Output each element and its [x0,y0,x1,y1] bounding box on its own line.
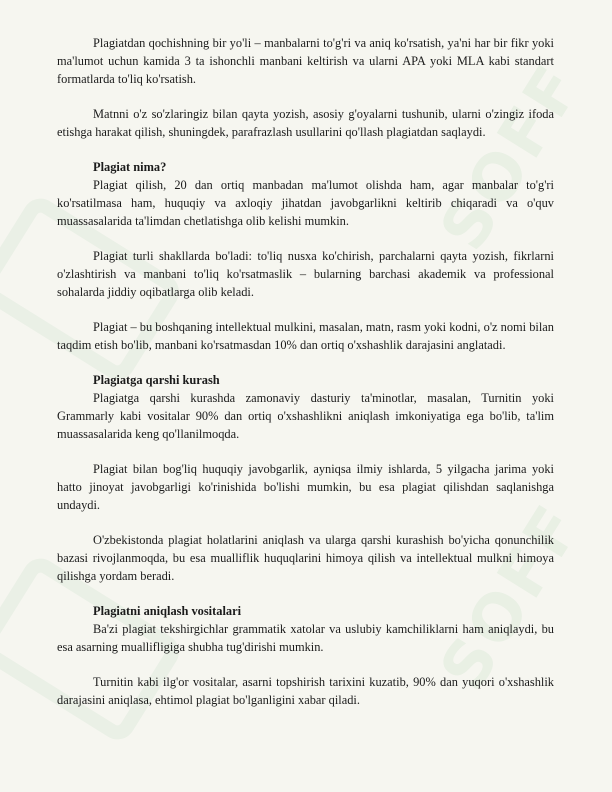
section-plagiat-nima [57,158,554,230]
paragraph: Plagiat – bu boshqaning intellektual mulkini, masalan, matn, rasm yoki kodni, o'z nomi bilan taqdim etish bo'lib, manbani ko'rsatmasdan 10% dan ortiq o'xshashlik darajasini anglatadi. [57,320,554,352]
section-heading: Plagiat nima? [93,160,167,174]
paragraph: Plagiatdan qochishning bir yo'li – manbalarni to'g'ri va aniq ko'rsatish, ya'ni har bir fikr yoki ma'lumot uchun kamida 3 ta ishonchli manbani keltirish va ularni APA yoki MLA kabi standart formatlarda to'liq ko'rsatish. [57,36,554,86]
paragraph: Ba'zi plagiat tekshirgichlar grammatik xatolar va uslubiy kamchiliklarni ham aniqlaydi, bu esa asarning muallifligiga shubha tug'dirishi mumkin. [57,622,554,654]
paragraph: Plagiat qilish, 20 dan ortiq manbadan ma'lumot olishda ham, agar manbalar to'g'ri ko'rsatilmasa ham, huquqiy va axloqiy jihatdan javobgarlikni keltirib chiqaradi va o'quv muassasalarida ta'limdan chetlatishga olib kelishi mumkin. [57,178,554,228]
section-heading: Plagiatga qarshi kurash [93,373,220,387]
paragraph: Matnni o'z so'zlaringiz bilan qayta yozish, asosiy g'oyalarni tushunib, ularni o'zingiz ifoda etishga harakat qilish, shuningdek, parafrazlash usullarini qo'llash plagiatdan saqlaydi. [57,107,554,139]
paragraph: Plagiat turli shakllarda bo'ladi: to'liq nusxa ko'chirish, parchalarni qayta yozish, fikrlarni o'zlashtirish va manbani to'liq ko'rsatmaslik – bularning barchasi akademik va professional sohalarda jiddiy oqibatlarga olib keladi. [57,249,554,299]
paragraph: Plagiat bilan bog'liq huquqiy javobgarlik, ayniqsa ilmiy ishlarda, 5 yilgacha jarima yoki hatto jinoyat javobgarligi ko'rinishida bo'lishi mumkin, bu esa plagiat qilishdan saqlanishga undaydi. [57,462,554,512]
paragraph: Plagiatga qarshi kurashda zamonaviy dasturiy ta'minotlar, masalan, Turnitin yoki Grammarly kabi vositalar 90% dan ortiq o'xshashlikni aniqlash imkoniyatiga ega bo'lib, ta'lim muassasalarida keng qo'llanilmoqda. [57,391,554,441]
section-heading: Plagiatni aniqlash vositalari [93,604,242,618]
paragraph: Turnitin kabi ilg'or vositalar, asarni topshirish tarixini kuzatib, 90% dan yuqori o'xshashlik darajasini aniqlasa, ehtimol plagiat bo'lganligini xabar qiladi. [57,675,554,707]
section-plagiatga-qarshi-kurash [57,371,554,443]
document-body [57,34,554,709]
watermark-text: SOFF [426,50,598,264]
watermark-text: SOFF [426,490,598,704]
section-plagiatni-aniqlash-vositalari [57,602,554,656]
paragraph: O'zbekistonda plagiat holatlarini aniqlash va ularga qarshi kurashish bo'yicha qonunchilik bazasi rivojlanmoqda, bu esa mualliflik huquqlarini himoya qilish va intellektual mulkni himoya qilishga yordam beradi. [57,533,554,583]
